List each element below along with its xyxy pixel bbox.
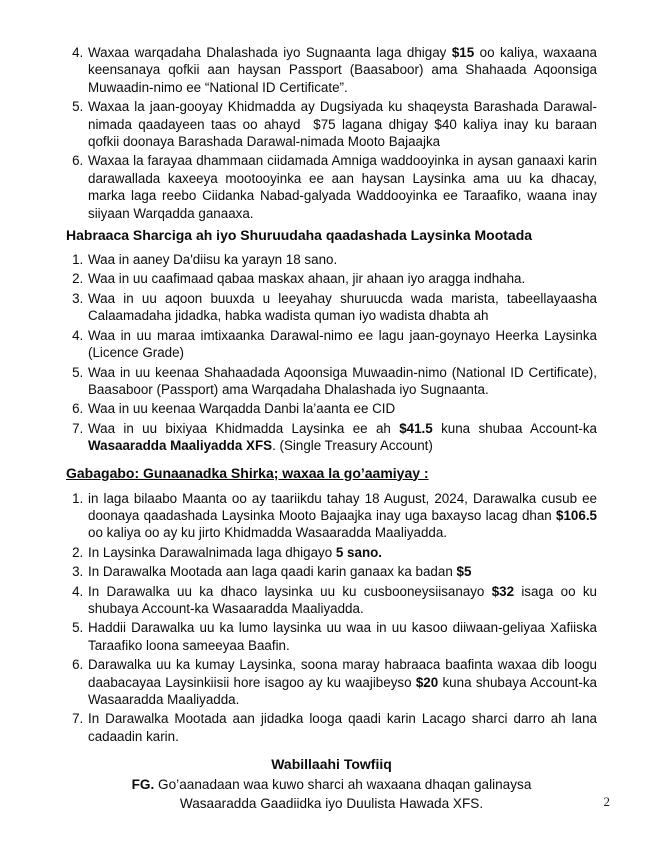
- page-number: 2: [603, 794, 610, 809]
- list-item: [87, 544, 597, 561]
- text-segment: Waa in uu caafimaad qabaa maskax ahaan, jir ahaan iyo aragga indhaha.: [88, 271, 526, 287]
- text-segment: oo kaliya, waxaana keensanaya qofkii aan haysan Passport (Baasaboor) ama Shahaada Aqoonsiga Muwaadin-nimo ee “National ID Certificate”.: [88, 45, 597, 95]
- text-segment: Waa in aaney Da'diisu ka yarayn 18 sano.: [88, 252, 338, 268]
- text-segment: Waa in uu keenaa Shahaadada Aqoonsiga Muwaadin-nimo (National ID Certificate), Baasaboor (Passport) ama Warqadaha Dhalashada iyo Sugnaanta.: [88, 364, 597, 397]
- list-item: [87, 327, 597, 362]
- list-item: [87, 583, 597, 618]
- list-item: [87, 400, 597, 417]
- list-item: [87, 44, 597, 96]
- emphasized-text: $41.5: [399, 420, 433, 436]
- text-segment: In Darawalka Mootada aan laga qaadi karin ganaax ka badan: [88, 564, 457, 580]
- list-item: [87, 251, 597, 268]
- text-segment: oo kaliya oo ay ku jirto Khidmadda Wasaaradda Maaliyadda.: [88, 525, 448, 541]
- text-segment: In Laysinka Darawalnimada laga dhigayo: [88, 544, 336, 560]
- text-segment: Waa in uu bixiyaa Khidmadda Laysinka ee ah: [88, 420, 400, 436]
- list-item: [87, 710, 597, 745]
- emphasized-text: Wasaaradda Maaliyadda XFS: [88, 438, 273, 454]
- list-item: [87, 98, 597, 150]
- text-segment: . (Single Treasury Account): [272, 438, 433, 454]
- requirements-list: [66, 251, 597, 454]
- list-item: [87, 656, 597, 708]
- text-segment: isaga oo ku shubaya Account-ka Wasaaradda Maaliyadda.: [88, 583, 597, 616]
- footnote-line-1: Go’aanadaan waa kuwo sharci ah waxaana dhaqan galinaysa: [158, 777, 532, 793]
- text-segment: In Darawalka Mootada aan jidadka looga qaadi karin Lacago sharci darro ah lana cadaadin karin.: [88, 711, 597, 744]
- text-segment: Waxaa la farayaa dhammaan ciidamada Amniga waddooyinka in aysan ganaaxi karin darawallada kaxeeya mootooyinka ee aan haysan Laysinka ama uu ka dhacay, marka laga reebo Ciidanka Nabad-galyada Waddooyinka ee Taraafiko, waana inay siiyaan Warqadda ganaaxa.: [88, 153, 597, 221]
- emphasized-text: 5 sano.: [335, 544, 383, 560]
- text-segment: Darawalka uu ka kumay Laysinka, soona maray habraaca baafinta waxaa dib loogu daabacayaa Laysinkiisii hore isagoo ay ku waajibeyso: [88, 657, 597, 690]
- list-item: [87, 290, 597, 325]
- emphasized-text: $106.5: [556, 507, 597, 523]
- text-segment: Waa in uu aqoon buuxda u leeyahay shuruucda wada marista, tabeellayaasha Calaamadaha jidadka, habka wadista quman iyo wadista dhabta ah: [88, 290, 597, 324]
- emphasized-text: $5: [456, 564, 472, 580]
- text-segment: Waa in uu keenaa Warqadda Danbi la’aanta ee CID: [88, 401, 396, 417]
- text-segment: kuna shubaa Account-ka: [432, 420, 597, 436]
- requirements-heading: Habraaca Sharciga ah iyo Shuruudaha qaadashada Laysinka Mootada: [66, 227, 533, 244]
- conclusion-heading: Gabagabo: Gunaanadka Shirka; waxaa la go’aamiyay :: [66, 464, 429, 481]
- emphasized-text: $32: [491, 583, 515, 599]
- text-segment: Haddii Darawalka uu ka lumo laysinka uu waa in uu kasoo diiwaan-geliyaa Xafiiska Taraafiko loona sameeyaa Baafin.: [88, 620, 597, 653]
- emphasized-text: $15: [451, 45, 475, 60]
- list-item: [87, 152, 597, 222]
- list-item: [87, 270, 597, 287]
- intro-list: [66, 44, 597, 222]
- text-segment: in laga bilaabo Maanta oo ay taariikdu tahay 18 August, 2024, Darawalka cusub ee doonaya qaadashada Laysinka Mooto Bajaajka inay uga baxayso lacag dhan: [88, 490, 597, 523]
- footnote-label: FG.: [131, 777, 155, 793]
- list-item: [87, 420, 597, 455]
- text-segment: Waxaa warqadaha Dhalashada iyo Sugnaanta laga dhigay: [88, 45, 452, 60]
- emphasized-text: $20: [415, 674, 439, 690]
- text-segment: kuna shubaya Account-ka Wasaaradda Maaliyadda.: [88, 674, 597, 707]
- list-item: [87, 490, 597, 542]
- footnote-line-2: Wasaaradda Gaadiidka iyo Duulista Hawada XFS.: [179, 795, 484, 811]
- conclusion-list: [66, 490, 597, 746]
- text-segment: Waxaa la jaan-gooyay Khidmadda ay Dugsiyada ku shaqeysta Barashada Darawal-nimada qaadayeen taas oo ahayd $75 lagana dhigay $40 kaliya inay ku baraan qofkii doonaya Barashada Darawal-nimada Mooto Bajaajka: [88, 99, 597, 150]
- footnote: [66, 776, 597, 813]
- list-item: [87, 619, 597, 654]
- list-item: [87, 563, 597, 580]
- text-segment: In Darawalka uu ka dhaco laysinka uu ku cusbooneysiisanayo: [88, 583, 492, 599]
- closing-blessing: Wabillaahi Towfiiq: [271, 756, 392, 773]
- text-segment: Waa in uu maraa imtixaanka Darawal-nimo ee lagu jaan-goynayo Heerka Laysinka (Licence Grade): [88, 327, 597, 361]
- list-item: [87, 364, 597, 399]
